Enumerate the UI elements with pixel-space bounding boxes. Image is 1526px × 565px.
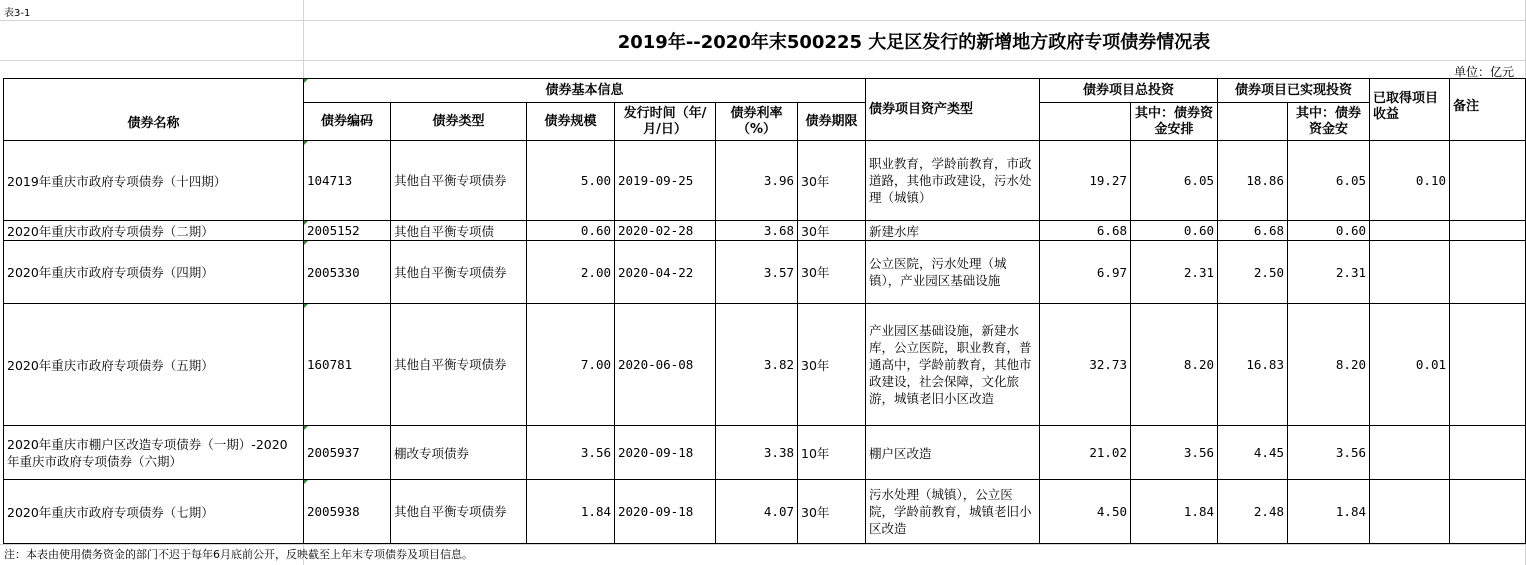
table-row bbox=[4, 480, 1526, 544]
cell-indicator-icon bbox=[304, 79, 308, 83]
page-title: 2019年--2020年末500225 大足区发行的新增地方政府专项债券情况表 bbox=[617, 32, 1211, 53]
cell-type: 其他自平衡专项债 bbox=[391, 221, 527, 241]
cell-indicator-icon bbox=[304, 304, 308, 308]
header-asset-type: 债券项目资产类型 bbox=[866, 79, 1040, 141]
cell-name: 2020年重庆市政府专项债券（五期） bbox=[4, 304, 304, 426]
footnote: 注：本表由使用债务资金的部门不迟于每年6月底前公开，反映截至上年末专项债券及项目信息。 bbox=[4, 548, 473, 561]
cell-total: 21.02 bbox=[1040, 426, 1131, 480]
cell-name: 2020年重庆市棚户区改造专项债券（一期）-2020年重庆市政府专项债券（六期） bbox=[4, 426, 304, 480]
cell-date: 2020-09-18 bbox=[615, 426, 716, 480]
header-remark: 备注 bbox=[1450, 79, 1526, 141]
cell-name: 2019年重庆市政府专项债券（十四期） bbox=[4, 141, 304, 221]
cell-code: 104713 bbox=[304, 141, 391, 221]
header-type: 债券类型 bbox=[391, 103, 527, 141]
cell-realized: 18.86 bbox=[1218, 141, 1288, 221]
cell-type: 其他自平衡专项债券 bbox=[391, 304, 527, 426]
cell-asset: 职业教育，学龄前教育，市政道路，其他市政建设，污水处理（城镇） bbox=[866, 141, 1040, 221]
cell-realized-bond: 0.60 bbox=[1288, 221, 1370, 241]
cell-income bbox=[1370, 241, 1450, 304]
cell-term: 30年 bbox=[798, 241, 866, 304]
cell-type: 棚改专项债券 bbox=[391, 426, 527, 480]
header-realized-of-which: 其中：债券资金安 bbox=[1288, 103, 1370, 141]
cell-rate: 3.57 bbox=[716, 241, 798, 304]
cell-income bbox=[1370, 480, 1450, 544]
cell-code: 2005152 bbox=[304, 221, 391, 241]
header-issue-date: 发行时间（年/月/日） bbox=[615, 103, 716, 141]
cell-scale: 2.00 bbox=[527, 241, 615, 304]
cell-total: 6.68 bbox=[1040, 221, 1131, 241]
cell-indicator-icon bbox=[304, 480, 308, 484]
cell-scale: 1.84 bbox=[527, 480, 615, 544]
header-income: 已取得项目收益 bbox=[1370, 79, 1450, 141]
cell-realized-bond: 1.84 bbox=[1288, 480, 1370, 544]
cell-rate: 3.82 bbox=[716, 304, 798, 426]
header-realized-investment: 债券项目已实现投资 bbox=[1218, 79, 1370, 103]
cell-indicator-icon bbox=[304, 221, 308, 225]
cell-term: 30年 bbox=[798, 480, 866, 544]
bond-table bbox=[3, 78, 1526, 544]
cell-date: 2020-09-18 bbox=[615, 480, 716, 544]
sheet-label: 表3-1 bbox=[4, 8, 31, 19]
cell-asset: 棚户区改造 bbox=[866, 426, 1040, 480]
cell-term: 30年 bbox=[798, 304, 866, 426]
cell-realized-bond: 2.31 bbox=[1288, 241, 1370, 304]
header-name: 债券名称 bbox=[4, 79, 304, 141]
cell-name: 2020年重庆市政府专项债券（二期） bbox=[4, 221, 304, 241]
cell-asset: 污水处理（城镇），公立医院，学龄前教育，城镇老旧小区改造 bbox=[866, 480, 1040, 544]
table-row bbox=[4, 304, 1526, 426]
cell-type: 其他自平衡专项债券 bbox=[391, 241, 527, 304]
cell-total-bond: 6.05 bbox=[1131, 141, 1218, 221]
cell-code: 2005937 bbox=[304, 426, 391, 480]
cell-asset: 公立医院，污水处理（城镇），产业园区基础设施 bbox=[866, 241, 1040, 304]
cell-realized-bond: 3.56 bbox=[1288, 426, 1370, 480]
header-code: 债券编码 bbox=[304, 103, 391, 141]
cell-realized: 16.83 bbox=[1218, 304, 1288, 426]
cell-income: 0.01 bbox=[1370, 304, 1450, 426]
cell-code: 2005330 bbox=[304, 241, 391, 304]
header-total-blank bbox=[1040, 103, 1131, 141]
cell-indicator-icon bbox=[304, 241, 308, 245]
cell-total-bond: 1.84 bbox=[1131, 480, 1218, 544]
unit-label: 单位：亿元 bbox=[1453, 65, 1514, 79]
table-row bbox=[4, 241, 1526, 304]
cell-realized-bond: 8.20 bbox=[1288, 304, 1370, 426]
cell-total-bond: 8.20 bbox=[1131, 304, 1218, 426]
cell-rate: 3.38 bbox=[716, 426, 798, 480]
cell-name: 2020年重庆市政府专项债券（四期） bbox=[4, 241, 304, 304]
cell-realized: 2.50 bbox=[1218, 241, 1288, 304]
cell-total: 6.97 bbox=[1040, 241, 1131, 304]
cell-total: 32.73 bbox=[1040, 304, 1131, 426]
cell-total: 4.50 bbox=[1040, 480, 1131, 544]
cell-rate: 3.96 bbox=[716, 141, 798, 221]
cell-total-bond: 2.31 bbox=[1131, 241, 1218, 304]
cell-date: 2020-04-22 bbox=[615, 241, 716, 304]
cell-remark bbox=[1450, 141, 1526, 221]
grid-line bbox=[0, 544, 1526, 545]
cell-remark bbox=[1450, 480, 1526, 544]
cell-remark bbox=[1450, 426, 1526, 480]
cell-date: 2019-09-25 bbox=[615, 141, 716, 221]
cell-total-bond: 0.60 bbox=[1131, 221, 1218, 241]
cell-income bbox=[1370, 426, 1450, 480]
cell-date: 2020-02-28 bbox=[615, 221, 716, 241]
cell-code: 2005938 bbox=[304, 480, 391, 544]
cell-remark bbox=[1450, 304, 1526, 426]
grid-line bbox=[0, 60, 1526, 61]
cell-term: 10年 bbox=[798, 426, 866, 480]
cell-term: 30年 bbox=[798, 141, 866, 221]
header-total-investment: 债券项目总投资 bbox=[1040, 79, 1218, 103]
table-row bbox=[4, 426, 1526, 480]
cell-name: 2020年重庆市政府专项债券（七期） bbox=[4, 480, 304, 544]
header-term: 债券期限 bbox=[798, 103, 866, 141]
cell-realized-bond: 6.05 bbox=[1288, 141, 1370, 221]
cell-code: 160781 bbox=[304, 304, 391, 426]
header-rate: 债券利率（%） bbox=[716, 103, 798, 141]
table-row bbox=[4, 141, 1526, 221]
cell-income bbox=[1370, 221, 1450, 241]
cell-income: 0.10 bbox=[1370, 141, 1450, 221]
cell-rate: 3.68 bbox=[716, 221, 798, 241]
header-scale: 债券规模 bbox=[527, 103, 615, 141]
cell-term: 30年 bbox=[798, 221, 866, 241]
header-total-of-which: 其中：债券资金安排 bbox=[1131, 103, 1218, 141]
header-basic-info: 债券基本信息 bbox=[304, 79, 866, 103]
grid-line bbox=[0, 20, 1526, 21]
cell-asset: 新建水库 bbox=[866, 221, 1040, 241]
cell-scale: 5.00 bbox=[527, 141, 615, 221]
cell-rate: 4.07 bbox=[716, 480, 798, 544]
cell-remark bbox=[1450, 221, 1526, 241]
table-row bbox=[4, 221, 1526, 241]
cell-type: 其他自平衡专项债券 bbox=[391, 141, 527, 221]
cell-scale: 0.60 bbox=[527, 221, 615, 241]
cell-indicator-icon bbox=[304, 426, 308, 430]
cell-total-bond: 3.56 bbox=[1131, 426, 1218, 480]
cell-type: 其他自平衡专项债券 bbox=[391, 480, 527, 544]
cell-remark bbox=[1450, 241, 1526, 304]
cell-scale: 3.56 bbox=[527, 426, 615, 480]
cell-realized: 2.48 bbox=[1218, 480, 1288, 544]
header-realized-blank bbox=[1218, 103, 1288, 141]
cell-indicator-icon bbox=[304, 141, 308, 145]
cell-total: 19.27 bbox=[1040, 141, 1131, 221]
cell-scale: 7.00 bbox=[527, 304, 615, 426]
cell-realized: 6.68 bbox=[1218, 221, 1288, 241]
cell-asset: 产业园区基础设施，新建水库，公立医院，职业教育，普通高中，学龄前教育，其他市政建设，社会保障，文化旅游，城镇老旧小区改造 bbox=[866, 304, 1040, 426]
cell-realized: 4.45 bbox=[1218, 426, 1288, 480]
cell-date: 2020-06-08 bbox=[615, 304, 716, 426]
